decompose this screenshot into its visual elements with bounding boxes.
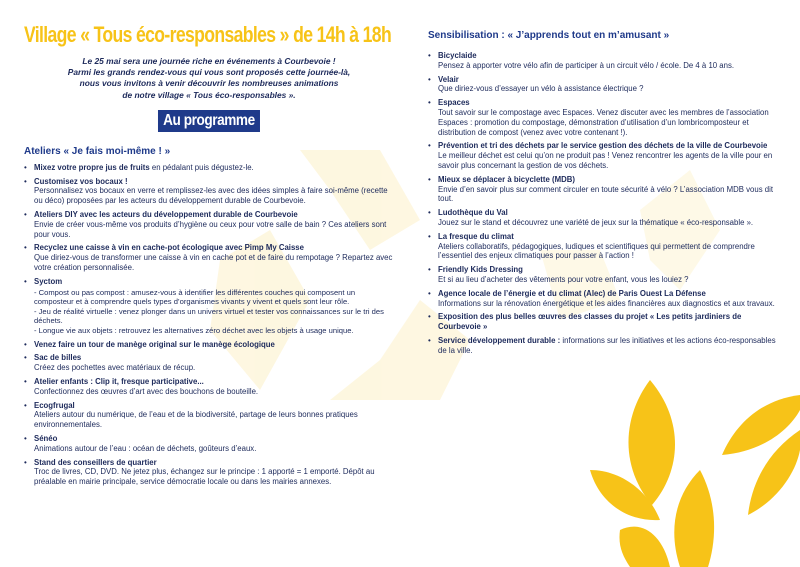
item-description: Envie de créer vous-même vos produits d’hygiène ou ceux pour votre salle de bain ? Ces ateliers sont pour vous.: [34, 219, 387, 239]
list-item: [428, 336, 778, 356]
item-title: Friendly Kids Dressing: [438, 265, 523, 275]
list-item: [428, 98, 778, 137]
item-description: Confectionnez des œuvres d’art avec des bouchons de bouteille.: [34, 386, 259, 396]
list-item: [428, 312, 778, 332]
item-title: Stand des conseillers de quartier: [34, 457, 157, 467]
right-column: [428, 30, 778, 360]
item-title: Customisez vos bocaux !: [34, 176, 128, 186]
list-item: [24, 401, 394, 430]
item-description: Informations sur la rénovation énergétique et les aides financières aux diagnostics et aux travaux.: [438, 298, 775, 308]
item-title: Bicyclaide: [438, 51, 477, 60]
list-item: [428, 232, 778, 261]
intro-line: nous vous invitons à venir découvrir les nombreuses animations: [79, 78, 339, 89]
list-item: [24, 434, 394, 454]
list-item: [24, 353, 394, 373]
item-title: Espaces: [438, 98, 470, 108]
program-banner: Au programme: [158, 110, 260, 132]
sensibilisation-list: [428, 51, 778, 356]
leaves-decoration: [590, 380, 800, 567]
item-title: Recyclez une caisse à vin en cache-pot écologique avec Pimp My Caisse: [34, 243, 304, 253]
list-item: [428, 51, 778, 71]
intro-line: Parmi les grands rendez-vous qui vous sont proposés cette journée-là,: [67, 67, 351, 78]
list-item: [24, 177, 394, 206]
left-column: [24, 22, 394, 491]
list-item: [24, 340, 394, 350]
list-item: [24, 277, 394, 336]
item-description: Envie d’en savoir plus sur comment circuler en toute sécurité à vélo ? L’association MDB vous dit tout.: [438, 184, 773, 204]
item-description: Que diriez-vous d’essayer un vélo à assistance électrique ?: [438, 84, 644, 94]
intro-line: Le 25 mai sera une journée riche en événements à Courbevoie !: [82, 56, 336, 66]
item-description: Personnalisez vos bocaux en verre et remplissez-les avec des idées simples à faire soi-même (recette ou déco) proposées par les acteurs du développement durable de Courbevoie.: [34, 186, 388, 206]
item-description: Le meilleur déchet est celui qu’on ne produit pas ! Venez rencontrer les agents de la ville pour en savoir plus concernant la gestion de vos déchets.: [438, 151, 773, 170]
item-title: Mieux se déplacer à bicyclette (MDB): [438, 174, 575, 184]
list-item: [428, 175, 778, 204]
intro-line: de notre village « Tous éco-responsables ».: [122, 89, 296, 100]
item-title: Agence locale de l’énergie et du climat (Alec) de Paris Ouest La Défense: [438, 288, 706, 298]
list-item: [428, 208, 778, 228]
item-title: Velair: [438, 74, 459, 84]
item-title: Exposition des plus belles œuvres des classes du projet « Les petits jardiniers de Courbevoie »: [438, 312, 742, 332]
item-description: Créez des pochettes avec matériaux de récup.: [34, 363, 196, 373]
item-description: Animations autour de l’eau : océan de déchets, goûteurs d’eaux.: [34, 443, 257, 453]
sensibilisation-heading: Sensibilisation : « J’apprends tout en m’amusant »: [428, 30, 670, 41]
item-description: Ateliers collaboratifs, pédagogiques, ludiques et scientifiques qui permettent de comprendre l’essentiel des enjeux climatiques pour passer à l’action !: [438, 241, 755, 261]
list-item: [24, 243, 394, 272]
item-description: Et si au lieu d’acheter des vêtements pour votre enfant, vous les louiez ?: [438, 274, 689, 284]
item-description: informations sur les initiatives et les actions éco-responsables de la ville.: [438, 335, 776, 355]
item-title: Syctom: [34, 276, 63, 286]
item-description: Ateliers autour du numérique, de l’eau et de la biodiversité, partage de leurs bonnes pratiques environnementales.: [34, 410, 358, 430]
sub-item: - Compost ou pas compost : amusez-vous à identifier les différentes couches qui composent un composteur et à comprendre quels types d’organismes vivants y vivent et quels sont leur rôle.: [34, 287, 356, 307]
item-description: en pédalant puis dégustez-le.: [151, 162, 254, 172]
item-title: Sac de billes: [34, 353, 82, 363]
list-item: [428, 265, 778, 285]
ateliers-list: [24, 163, 394, 487]
item-title: Service développement durable :: [438, 335, 561, 345]
list-item: [428, 75, 778, 95]
item-title: Ecogfrugal: [34, 400, 75, 410]
item-description: Pensez à apporter votre vélo afin de participer à un circuit vélo / école. De 4 à 10 ans.: [438, 60, 735, 70]
list-item: [24, 377, 394, 397]
item-title: Prévention et tri des déchets par le service gestion des déchets de la ville de Courbevoie: [438, 141, 768, 151]
item-title: Atelier enfants : Clip it, fresque participative...: [34, 376, 204, 386]
item-title: Venez faire un tour de manège original sur le manège écologique: [34, 339, 275, 349]
item-title: Ludothèque du Val: [438, 208, 508, 218]
item-description: Tout savoir sur le compostage avec Espaces. Venez discuter avec les membres de l’association Espaces : promotion du compostage, démonstration d’utilisation d’un lombricomposteur et distribution de compost (venez avec votre contenant !).: [438, 107, 769, 137]
item-title: Ateliers DIY avec les acteurs du développement durable de Courbevoie: [34, 210, 298, 219]
item-description: Troc de livres, CD, DVD. Ne jetez plus, échangez sur le principe : 1 apporté = 1 emporté. Dépôt au préalable en mairie principale, service démocratie locale ou dans les mairies annexes.: [34, 467, 375, 487]
intro-text: [24, 56, 394, 101]
list-item: [428, 289, 778, 309]
item-description: Jouez sur le stand et découvrez une variété de jeux sur la thématique « éco-responsable ».: [438, 217, 754, 227]
item-title: La fresque du climat: [438, 231, 514, 241]
item-title: Mixez votre propre jus de fruits: [34, 162, 150, 172]
ateliers-heading: Ateliers « Je fais moi-même ! »: [24, 145, 171, 157]
item-description: Que diriez-vous de transformer une caisse à vin en cache pot et de faire du rempotage ? Repartez avec votre création personnalisée.: [34, 253, 393, 272]
list-item: [24, 210, 394, 239]
item-title: Sénéo: [34, 433, 58, 443]
list-item: [24, 163, 394, 173]
list-item: [24, 458, 394, 487]
sub-item: - Longue vie aux objets : retrouvez les alternatives zéro déchet avec les objets à usage unique.: [34, 325, 354, 335]
sub-item: - Jeu de réalité virtuelle : venez plonger dans un univers virtuel et tester vos connaissances sur le tri des déchets.: [34, 306, 384, 326]
page-title: Village « Tous éco-responsables » de 14h à 18h: [24, 22, 392, 47]
list-item: [428, 141, 778, 170]
sub-list: [34, 288, 394, 336]
